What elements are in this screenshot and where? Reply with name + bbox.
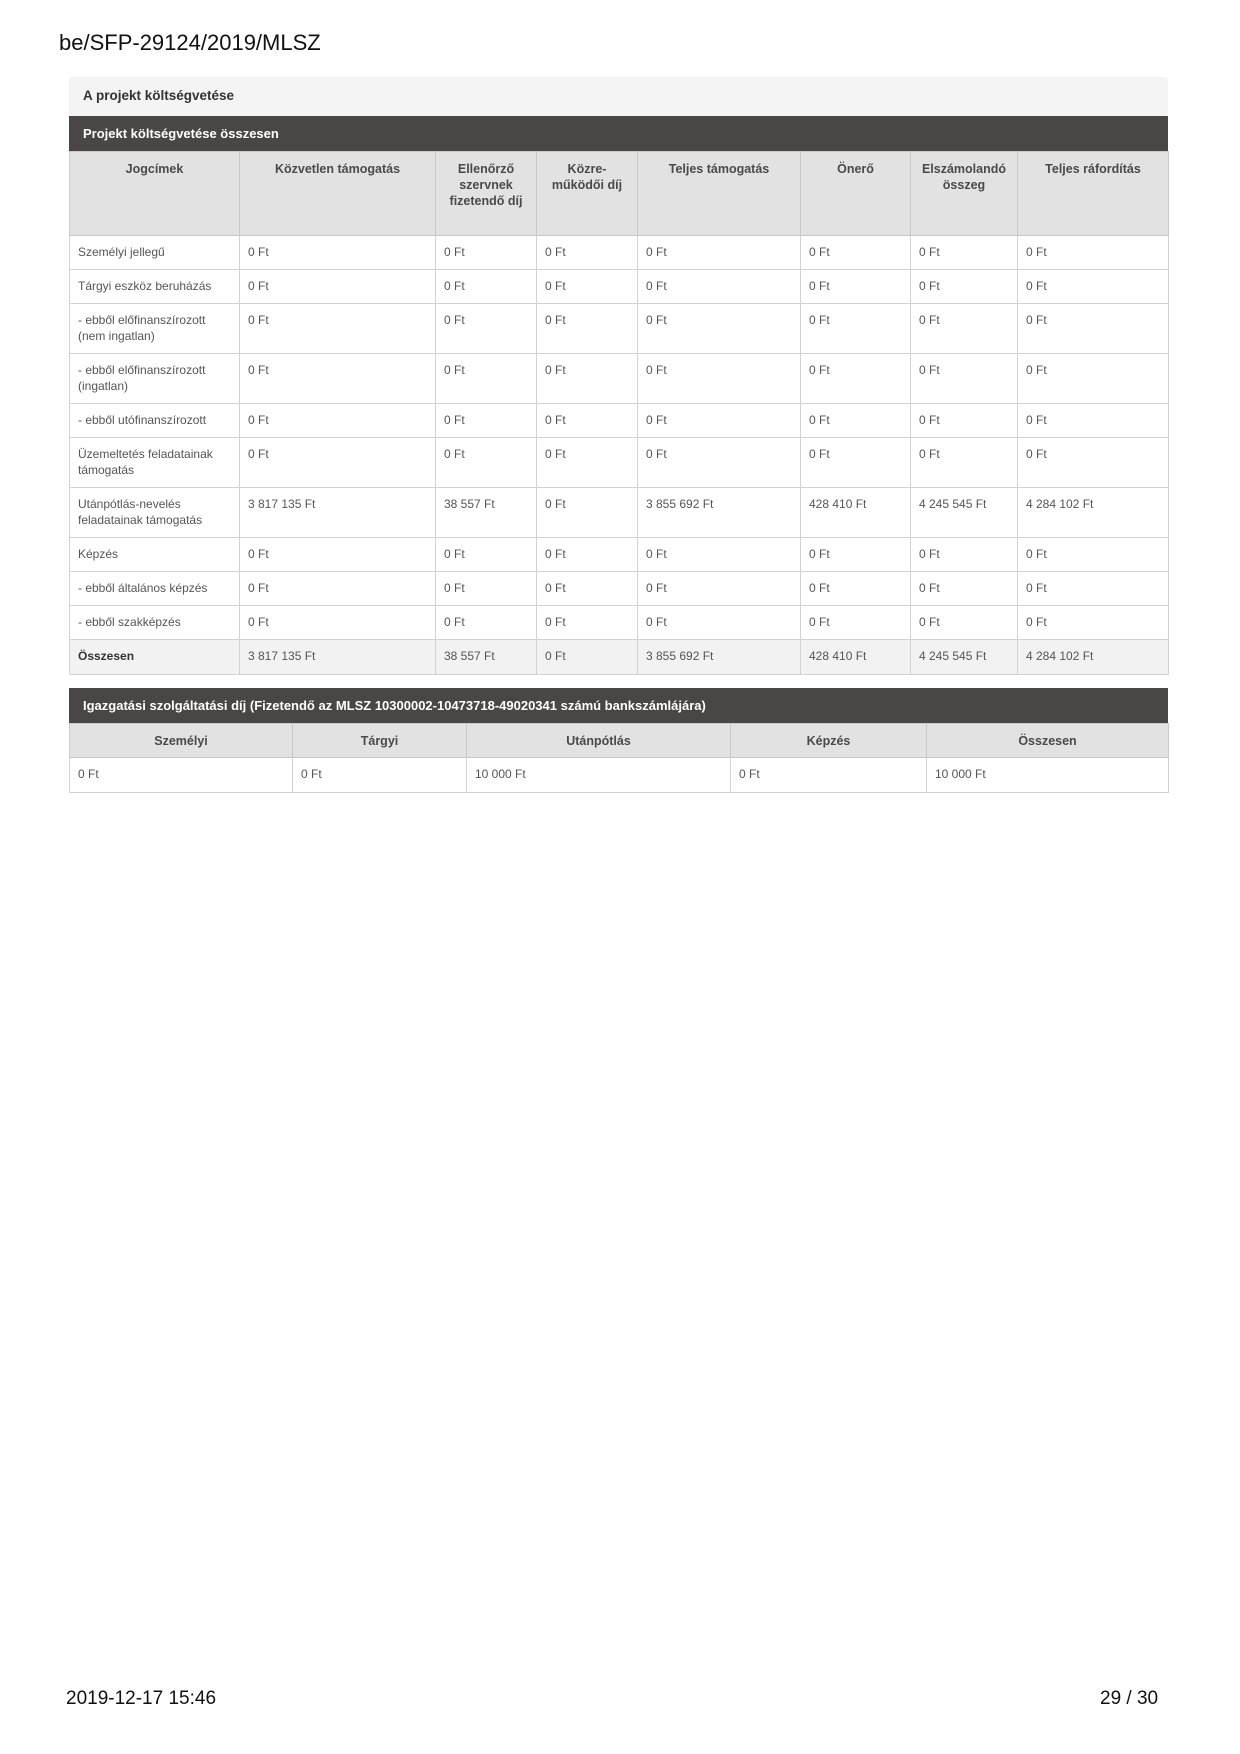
column-header: Jogcímek — [70, 152, 240, 236]
cell: 0 Ft — [801, 606, 911, 640]
cell: 0 Ft — [638, 438, 801, 488]
cell: 0 Ft — [240, 270, 436, 304]
cell: 0 Ft — [911, 572, 1018, 606]
row-label: Személyi jellegű — [70, 236, 240, 270]
column-header: Összesen — [927, 724, 1169, 758]
cell: 0 Ft — [911, 538, 1018, 572]
table-row — [70, 354, 1169, 404]
cell: 0 Ft — [638, 572, 801, 606]
column-header: Teljes ráfordítás — [1018, 152, 1169, 236]
cell: 0 Ft — [911, 354, 1018, 404]
cell: 0 Ft — [1018, 438, 1169, 488]
table-row — [70, 572, 1169, 606]
column-header: Közre-működői díj — [537, 152, 638, 236]
row-label: - ebből előfinanszírozott (ingatlan) — [70, 354, 240, 404]
cell: 0 Ft — [638, 270, 801, 304]
cell: 0 Ft — [911, 304, 1018, 354]
page-number: 29 / 30 — [1100, 1688, 1159, 1709]
column-header: Elszámolandó összeg — [911, 152, 1018, 236]
cell: 0 Ft — [240, 606, 436, 640]
cell: 0 Ft — [436, 236, 537, 270]
cell: 3 855 692 Ft — [638, 488, 801, 538]
table-row — [70, 236, 1169, 270]
cell: 3 817 135 Ft — [240, 488, 436, 538]
budget-header-row — [70, 152, 1169, 236]
table-row — [70, 404, 1169, 438]
row-label: - ebből előfinanszírozott (nem ingatlan) — [70, 304, 240, 354]
column-header: Ellenőrző szervnek fizetendő díj — [436, 152, 537, 236]
cell: 0 Ft — [537, 236, 638, 270]
cell: 0 Ft — [436, 572, 537, 606]
cell: 0 Ft — [240, 236, 436, 270]
cell: 0 Ft — [436, 354, 537, 404]
total-label: Összesen — [70, 640, 240, 675]
cell: 3 817 135 Ft — [240, 640, 436, 675]
cell: 0 Ft — [801, 236, 911, 270]
cell: 0 Ft — [537, 270, 638, 304]
cell: 4 284 102 Ft — [1018, 488, 1169, 538]
cell: 0 Ft — [801, 438, 911, 488]
table-row — [70, 538, 1169, 572]
cell: 0 Ft — [1018, 538, 1169, 572]
cell: 0 Ft — [1018, 606, 1169, 640]
budget-table-title: Projekt költségvetése összesen — [69, 116, 1168, 151]
row-label: Üzemeltetés feladatainak támogatás — [70, 438, 240, 488]
cell: 38 557 Ft — [436, 488, 537, 538]
table-row — [70, 270, 1169, 304]
cell: 0 Ft — [1018, 404, 1169, 438]
cell: 428 410 Ft — [801, 640, 911, 675]
column-header: Teljes támogatás — [638, 152, 801, 236]
cell: 10 000 Ft — [927, 758, 1169, 793]
cell: 0 Ft — [240, 304, 436, 354]
table-row — [70, 606, 1169, 640]
cell: 0 Ft — [537, 354, 638, 404]
cell: 0 Ft — [638, 354, 801, 404]
cell: 0 Ft — [911, 270, 1018, 304]
cell: 0 Ft — [638, 606, 801, 640]
fee-table — [69, 723, 1169, 793]
cell: 0 Ft — [537, 606, 638, 640]
row-label: - ebből általános képzés — [70, 572, 240, 606]
cell: 0 Ft — [436, 270, 537, 304]
cell: 0 Ft — [638, 236, 801, 270]
cell: 0 Ft — [240, 438, 436, 488]
row-label: Tárgyi eszköz beruházás — [70, 270, 240, 304]
cell: 0 Ft — [911, 438, 1018, 488]
cell: 0 Ft — [638, 404, 801, 438]
row-label: Képzés — [70, 538, 240, 572]
cell: 0 Ft — [537, 438, 638, 488]
cell: 0 Ft — [911, 404, 1018, 438]
cell: 0 Ft — [1018, 236, 1169, 270]
cell: 0 Ft — [801, 538, 911, 572]
cell: 0 Ft — [1018, 572, 1169, 606]
cell: 0 Ft — [436, 304, 537, 354]
footer-datetime: 2019-12-17 15:46 — [66, 1688, 217, 1709]
table-row — [70, 488, 1169, 538]
cell: 0 Ft — [537, 538, 638, 572]
cell: 0 Ft — [537, 404, 638, 438]
row-label: - ebből utófinanszírozott — [70, 404, 240, 438]
cell: 0 Ft — [1018, 270, 1169, 304]
column-header: Személyi — [70, 724, 293, 758]
row-label: Utánpótlás-nevelés feladatainak támogatás — [70, 488, 240, 538]
cell: 0 Ft — [240, 572, 436, 606]
cell: 4 245 545 Ft — [911, 488, 1018, 538]
cell: 0 Ft — [1018, 354, 1169, 404]
cell: 0 Ft — [731, 758, 927, 793]
cell: 0 Ft — [293, 758, 467, 793]
fee-header-row — [70, 724, 1169, 758]
column-header: Önerő — [801, 152, 911, 236]
cell: 0 Ft — [537, 640, 638, 675]
column-header: Utánpótlás — [467, 724, 731, 758]
cell: 0 Ft — [240, 404, 436, 438]
cell: 38 557 Ft — [436, 640, 537, 675]
cell: 428 410 Ft — [801, 488, 911, 538]
column-header: Képzés — [731, 724, 927, 758]
cell: 0 Ft — [436, 606, 537, 640]
section-header — [69, 77, 1168, 116]
cell: 3 855 692 Ft — [638, 640, 801, 675]
cell: 0 Ft — [638, 538, 801, 572]
table-row — [70, 438, 1169, 488]
cell: 0 Ft — [537, 572, 638, 606]
cell: 0 Ft — [436, 438, 537, 488]
column-header: Közvetlen támogatás — [240, 152, 436, 236]
total-row — [70, 640, 1169, 675]
cell: 4 284 102 Ft — [1018, 640, 1169, 675]
cell: 0 Ft — [70, 758, 293, 793]
cell: 0 Ft — [537, 488, 638, 538]
cell: 0 Ft — [801, 270, 911, 304]
section-title: A projekt költségvetése — [83, 88, 235, 103]
column-header: Tárgyi — [293, 724, 467, 758]
cell: 0 Ft — [240, 354, 436, 404]
row-label: - ebből szakképzés — [70, 606, 240, 640]
cell: 0 Ft — [436, 538, 537, 572]
table-row — [70, 304, 1169, 354]
document-id: be/SFP-29124/2019/MLSZ — [59, 30, 321, 55]
cell: 0 Ft — [436, 404, 537, 438]
fee-table-title: Igazgatási szolgáltatási díj (Fizetendő az MLSZ 10300002-10473718-49020341 számú bankszámlájára) — [69, 688, 1168, 723]
cell: 0 Ft — [537, 304, 638, 354]
table-row — [70, 758, 1169, 793]
cell: 0 Ft — [240, 538, 436, 572]
cell: 0 Ft — [911, 236, 1018, 270]
cell: 0 Ft — [801, 572, 911, 606]
cell: 0 Ft — [801, 354, 911, 404]
budget-table — [69, 151, 1169, 675]
cell: 10 000 Ft — [467, 758, 731, 793]
cell: 0 Ft — [638, 304, 801, 354]
cell: 0 Ft — [801, 304, 911, 354]
cell: 0 Ft — [1018, 304, 1169, 354]
cell: 0 Ft — [801, 404, 911, 438]
cell: 0 Ft — [911, 606, 1018, 640]
cell: 4 245 545 Ft — [911, 640, 1018, 675]
